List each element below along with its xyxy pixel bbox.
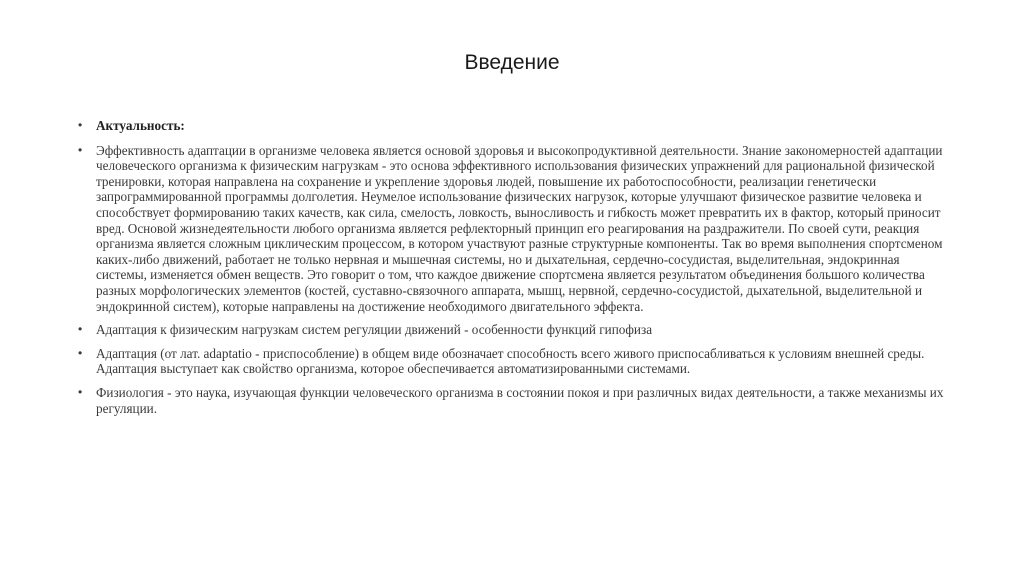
bullet-mark: • (78, 345, 83, 360)
bullet-mark: • (78, 142, 83, 157)
bullet-list (78, 118, 946, 424)
bullet-text: Адаптация к физическим нагрузкам систем регуляции движений - особенности функций гипофиза (96, 322, 653, 338)
bullet-text: Эффективность адаптации в организме человека является основой здоровья и высокопродуктивной деятельности. Знание закономерностей адаптации человеческого организма к физическим нагрузкам - это основа эффективного использования физических упражнений для рациональной физической тренировки, которая направлена на сохранение и укрепление здоровья людей, повышение их работоспособности, реализации генетически запрограммированной программы долголетия. Неумелое использование физических нагрузок, которые улучшают физическое развитие человека и способствует формированию таких качеств, как сила, смелость, ловкость, выносливость и гибкость может превратить их в фактор, который приносит вред. Основой жизнедеятельности любого организма является рефлекторный принцип его реагирования на раздражители. По своей сути, реакция организма является сложным циклическим процессом, в котором участвуют разные структурные компоненты. Так во время выполнения спортсменом каких-либо движений, работает не только нервная и мышечная системы, но и дыхательная, сердечно-сосудистая, выделительная, эндокринная системы, изменяется обмен веществ. Это говорит о том, что каждое движение спортсмена является результатом объединения большого количества разных морфологических элементов (костей, суставно-связочного аппарата, мышц, нервной, сердечно-сосудистой, дыхательной, выделительной и эндокринной систем), которые направлены на достижение необходимого двигательного эффекта. (96, 142, 943, 314)
bullet-mark: • (78, 384, 83, 399)
bullet-item-adaptation-definition (78, 346, 946, 377)
bullet-item-effectiveness (78, 143, 946, 315)
bullet-item-movement-regulation (78, 322, 946, 338)
slide-title: Введение (464, 51, 560, 74)
bullet-item-relevance (78, 118, 946, 134)
bullet-mark: • (78, 322, 83, 337)
bullet-text: Физиология - это наука, изучающая функции человеческого организма в состоянии покоя и при различных видах деятельности, а также механизмы их регуляции. (96, 384, 944, 416)
bullet-mark: • (78, 118, 83, 132)
bullet-text: Адаптация (от лат. adaptatio - приспособление) в общем виде обозначает способность всего живого приспосабливаться к условиям внешней среды. Адаптация выступает как свойство организма, которое обеспечивается автоматизированными системами. (96, 345, 925, 377)
bullet-item-physiology-definition (78, 385, 946, 416)
bullet-text: Актуальность: (96, 118, 185, 133)
